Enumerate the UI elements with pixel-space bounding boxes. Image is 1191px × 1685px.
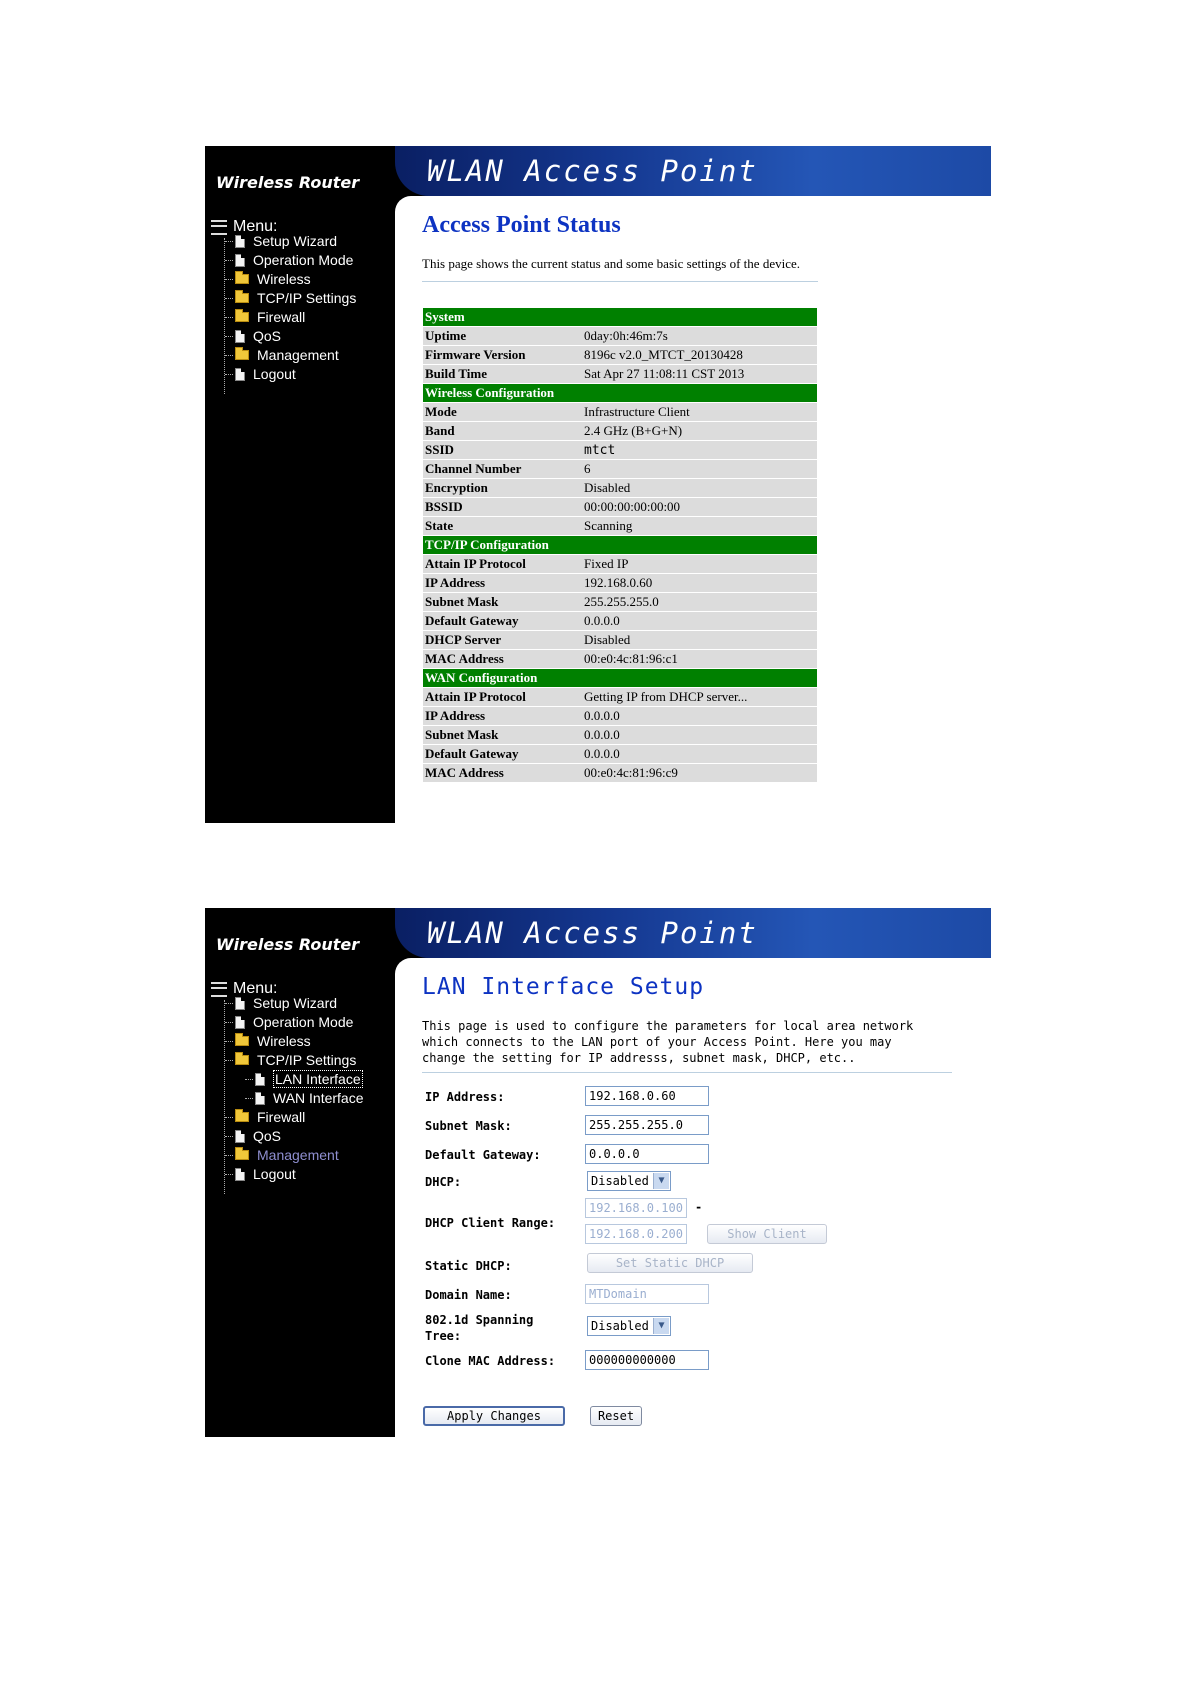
- subnet-mask-input[interactable]: 255.255.255.0: [585, 1115, 709, 1135]
- folder-icon: [235, 293, 249, 303]
- page-title: LAN Interface Setup: [422, 974, 705, 1000]
- row-label: IP Address: [423, 707, 582, 725]
- row-label: Channel Number: [423, 460, 582, 478]
- row-label: Mode: [423, 403, 582, 421]
- chevron-down-icon: ▼: [653, 1173, 669, 1189]
- domain-name-label: Domain Name:: [425, 1288, 512, 1302]
- status-table: [423, 307, 817, 783]
- row-label: Subnet Mask: [423, 726, 582, 744]
- static-dhcp-label: Static DHCP:: [425, 1259, 512, 1273]
- header-banner: [205, 908, 991, 974]
- row-value: Scanning: [582, 517, 817, 535]
- table-row: [423, 650, 817, 668]
- page-icon: [235, 1130, 245, 1143]
- divider: [422, 1072, 952, 1073]
- reset-button[interactable]: Reset: [590, 1406, 642, 1426]
- menu-item-setup-wizard[interactable]: Setup Wizard: [225, 232, 337, 250]
- dhcp-range-start-input[interactable]: 192.168.0.100: [585, 1198, 687, 1218]
- row-value: mtct: [582, 441, 817, 459]
- apply-changes-button[interactable]: Apply Changes: [423, 1406, 565, 1426]
- menu-item-tcpip-settings[interactable]: TCP/IP Settings: [225, 1051, 356, 1069]
- lan-screenshot: [205, 908, 991, 1437]
- menu-item-management[interactable]: Management: [225, 346, 339, 364]
- default-gateway-label: Default Gateway:: [425, 1148, 541, 1162]
- table-row: [423, 631, 817, 649]
- dhcp-range-end-input[interactable]: 192.168.0.200: [585, 1224, 687, 1244]
- clone-mac-input[interactable]: 000000000000: [585, 1350, 709, 1370]
- main-content: [395, 974, 991, 1437]
- brand-label: Wireless Router: [216, 935, 360, 954]
- spanning-tree-select[interactable]: Disabled ▼: [587, 1316, 671, 1336]
- row-label: Attain IP Protocol: [423, 688, 582, 706]
- folder-icon: [235, 312, 249, 322]
- folder-icon: [235, 1150, 249, 1160]
- menu-title: Menu:: [211, 218, 277, 236]
- row-label: Default Gateway: [423, 745, 582, 763]
- folder-icon: [235, 274, 249, 284]
- table-row: [423, 479, 817, 497]
- table-row: [423, 688, 817, 706]
- table-row: [423, 726, 817, 744]
- row-value: 192.168.0.60: [582, 574, 817, 592]
- row-label: MAC Address: [423, 650, 582, 668]
- row-value: 6: [582, 460, 817, 478]
- table-row: [423, 764, 817, 782]
- table-row: [423, 707, 817, 725]
- set-static-dhcp-button[interactable]: Set Static DHCP: [587, 1253, 753, 1273]
- table-row: [423, 555, 817, 573]
- section-header: WAN Configuration: [423, 669, 817, 687]
- menu-item-logout[interactable]: Logout: [225, 365, 296, 383]
- page-title: Access Point Status: [422, 212, 621, 238]
- default-gateway-input[interactable]: 0.0.0.0: [585, 1144, 709, 1164]
- table-row: [423, 745, 817, 763]
- subnet-mask-label: Subnet Mask:: [425, 1119, 512, 1133]
- menu-item-logout[interactable]: Logout: [225, 1165, 296, 1183]
- menu-item-wireless[interactable]: Wireless: [225, 270, 311, 288]
- page-icon: [255, 1092, 265, 1105]
- row-value: 00:00:00:00:00:00: [582, 498, 817, 516]
- status-screenshot: [205, 146, 991, 823]
- menu-item-firewall[interactable]: Firewall: [225, 308, 305, 326]
- row-value: Getting IP from DHCP server...: [582, 688, 817, 706]
- table-row: [423, 441, 817, 459]
- row-value: Infrastructure Client: [582, 403, 817, 421]
- page-description: This page shows the current status and some basic settings of the device.: [422, 256, 800, 271]
- row-label: DHCP Server: [423, 631, 582, 649]
- clone-mac-label: Clone MAC Address:: [425, 1354, 556, 1368]
- banner-title: WLAN Access Point: [427, 154, 758, 188]
- table-row: [423, 612, 817, 630]
- page-icon: [235, 997, 245, 1010]
- row-label: State: [423, 517, 582, 535]
- row-label: Subnet Mask: [423, 593, 582, 611]
- row-value: 0.0.0.0: [582, 726, 817, 744]
- brand-label: Wireless Router: [216, 173, 360, 192]
- page-icon: [235, 235, 245, 248]
- sidebar-menu: [205, 974, 395, 1437]
- section-header: TCP/IP Configuration: [423, 536, 817, 554]
- row-label: Band: [423, 422, 582, 440]
- row-label: IP Address: [423, 574, 582, 592]
- table-row: [423, 346, 817, 364]
- row-label: Attain IP Protocol: [423, 555, 582, 573]
- row-value: 8196c v2.0_MTCT_20130428: [582, 346, 817, 364]
- row-value: 255.255.255.0: [582, 593, 817, 611]
- ip-address-label: IP Address:: [425, 1090, 505, 1104]
- menu-item-operation-mode[interactable]: Operation Mode: [225, 251, 353, 269]
- menu-item-tcpip-settings[interactable]: TCP/IP Settings: [225, 289, 356, 307]
- main-content: [395, 212, 991, 823]
- table-row: [423, 327, 817, 345]
- sidebar-menu: [205, 212, 395, 823]
- divider: [422, 281, 818, 282]
- menu-item-qos[interactable]: QoS: [225, 327, 281, 345]
- page-icon: [235, 368, 245, 381]
- range-dash: -: [695, 1200, 703, 1214]
- table-row: [423, 365, 817, 383]
- row-label: Build Time: [423, 365, 582, 383]
- page-icon: [235, 1168, 245, 1181]
- table-row: [423, 517, 817, 535]
- dhcp-label: DHCP:: [425, 1175, 462, 1189]
- open-folder-icon: [235, 1055, 249, 1065]
- table-row: [423, 498, 817, 516]
- page-icon: [235, 254, 245, 267]
- row-label: SSID: [423, 441, 582, 459]
- row-value: 0.0.0.0: [582, 707, 817, 725]
- row-label: BSSID: [423, 498, 582, 516]
- menu-title: Menu:: [211, 980, 277, 998]
- row-value: 00:e0:4c:81:96:c1: [582, 650, 817, 668]
- row-value: 0day:0h:46m:7s: [582, 327, 817, 345]
- folder-icon: [235, 350, 249, 360]
- row-label: Uptime: [423, 327, 582, 345]
- row-label: Firmware Version: [423, 346, 582, 364]
- row-value: 0.0.0.0: [582, 612, 817, 630]
- row-value: Disabled: [582, 479, 817, 497]
- menu-item-firewall[interactable]: Firewall: [225, 1108, 305, 1126]
- table-row: [423, 593, 817, 611]
- table-row: [423, 403, 817, 421]
- page-icon: [255, 1073, 265, 1086]
- row-label: Encryption: [423, 479, 582, 497]
- row-value: 00:e0:4c:81:96:c9: [582, 764, 817, 782]
- row-label: MAC Address: [423, 764, 582, 782]
- dhcp-select[interactable]: Disabled ▼: [587, 1171, 671, 1191]
- page-icon: [235, 1016, 245, 1029]
- page-icon: [235, 330, 245, 343]
- row-value: Sat Apr 27 11:08:11 CST 2013: [582, 365, 817, 383]
- row-value: Disabled: [582, 631, 817, 649]
- page-description: This page is used to configure the parameters for local area network which connects to the LAN port of your Access Point. Here you may change the setting for IP addresss, subnet mask, DHCP, etc..: [422, 1019, 914, 1065]
- menu-item-operation-mode[interactable]: Operation Mode: [225, 1013, 353, 1031]
- table-row: [423, 460, 817, 478]
- header-banner: [205, 146, 991, 212]
- menu-item-wireless[interactable]: Wireless: [225, 1032, 311, 1050]
- menu-subitem-wan-interface[interactable]: WAN Interface: [245, 1089, 364, 1107]
- table-row: [423, 422, 817, 440]
- spanning-tree-label: 802.1d Spanning Tree:: [425, 1313, 534, 1343]
- show-client-button[interactable]: Show Client: [707, 1224, 827, 1244]
- row-value: 0.0.0.0: [582, 745, 817, 763]
- menu-item-setup-wizard[interactable]: Setup Wizard: [225, 994, 337, 1012]
- menu-item-management[interactable]: Management: [225, 1146, 339, 1164]
- folder-icon: [235, 1112, 249, 1122]
- banner-title: WLAN Access Point: [427, 916, 758, 950]
- row-value: 2.4 GHz (B+G+N): [582, 422, 817, 440]
- menu-subitem-lan-interface[interactable]: LAN Interface: [245, 1070, 363, 1088]
- domain-name-input[interactable]: MTDomain: [585, 1284, 709, 1304]
- row-label: Default Gateway: [423, 612, 582, 630]
- table-row: [423, 574, 817, 592]
- section-header: System: [423, 308, 817, 326]
- ip-address-input[interactable]: 192.168.0.60: [585, 1086, 709, 1106]
- folder-icon: [235, 1036, 249, 1046]
- chevron-down-icon: ▼: [653, 1318, 669, 1334]
- menu-item-qos[interactable]: QoS: [225, 1127, 281, 1145]
- dhcp-client-range-label: DHCP Client Range:: [425, 1216, 556, 1230]
- section-header: Wireless Configuration: [423, 384, 817, 402]
- row-value: Fixed IP: [582, 555, 817, 573]
